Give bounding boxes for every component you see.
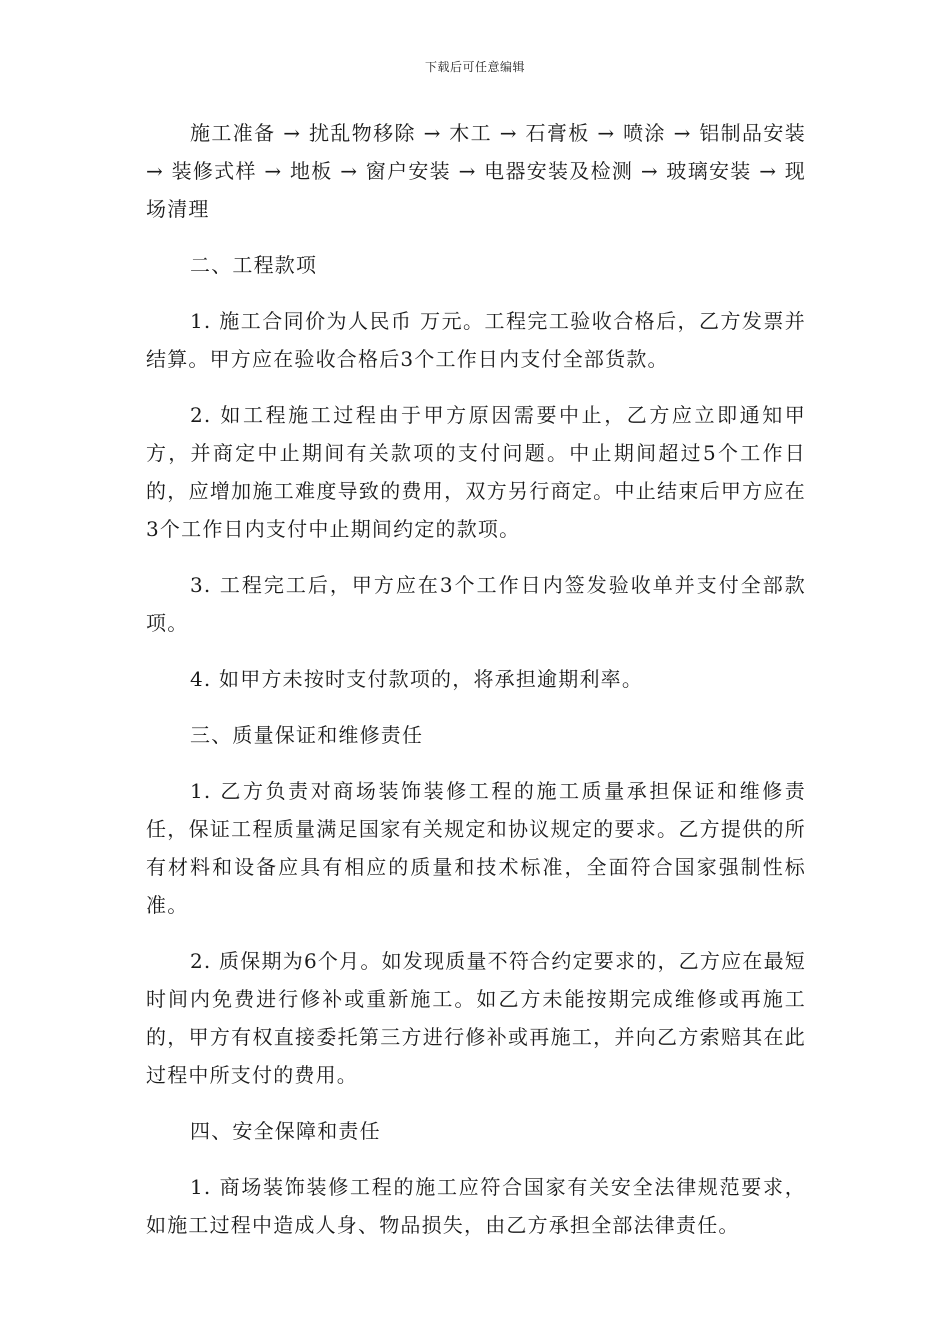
payment-clause-2: 2. 如工程施工过程由于甲方原因需要中止，乙方应立即通知甲方，并商定中止期间有关款项的支付问题。中止期间超过5个工作日的，应增加施工难度导致的费用，双方另行商定。中止结束后甲方应在3个工作日内支付中止期间约定的款项。 xyxy=(146,403,806,541)
payment-clause-3: 3. 工程完工后，甲方应在3个工作日内签发验收单并支付全部款项。 xyxy=(146,573,806,635)
payment-clause-4: 4. 如甲方未按时支付款项的，将承担逾期利率。 xyxy=(190,667,644,691)
quality-clause-2: 2. 质保期为6个月。如发现质量不符合约定要求的，乙方应在最短时间内免费进行修补或重新施工。如乙方未能按期完成维修或再施工的，甲方有权直接委托第三方进行修补或再施工，并向乙方索赔其在此过程中所支付的费用。 xyxy=(146,949,806,1087)
page-header-watermark: 下载后可任意编辑 xyxy=(424,60,525,74)
section-heading-quality: 三、质量保证和维修责任 xyxy=(190,723,424,747)
section-heading-payment: 二、工程款项 xyxy=(190,253,318,277)
process-flow-paragraph: 施工准备 → 扰乱物移除 → 木工 → 石膏板 → 喷涂 → 铝制品安装 → 装修式样 → 地板 → 窗户安装 → 电器安装及检测 → 玻璃安装 → 现场清理 xyxy=(146,121,806,221)
section-heading-safety: 四、安全保障和责任 xyxy=(190,1119,381,1143)
document-body xyxy=(146,114,806,1262)
payment-clause-1: 1. 施工合同价为人民币 万元。工程完工验收合格后，乙方发票并结算。甲方应在验收合格后3个工作日内支付全部货款。 xyxy=(146,309,806,371)
safety-clause-1: 1. 商场装饰装修工程的施工应符合国家有关安全法律规范要求，如施工过程中造成人身、物品损失，由乙方承担全部法律责任。 xyxy=(146,1175,806,1237)
quality-clause-1: 1. 乙方负责对商场装饰装修工程的施工质量承担保证和维修责任，保证工程质量满足国家有关规定和协议规定的要求。乙方提供的所有材料和设备应具有相应的质量和技术标准，全面符合国家强制性标准。 xyxy=(146,779,806,917)
